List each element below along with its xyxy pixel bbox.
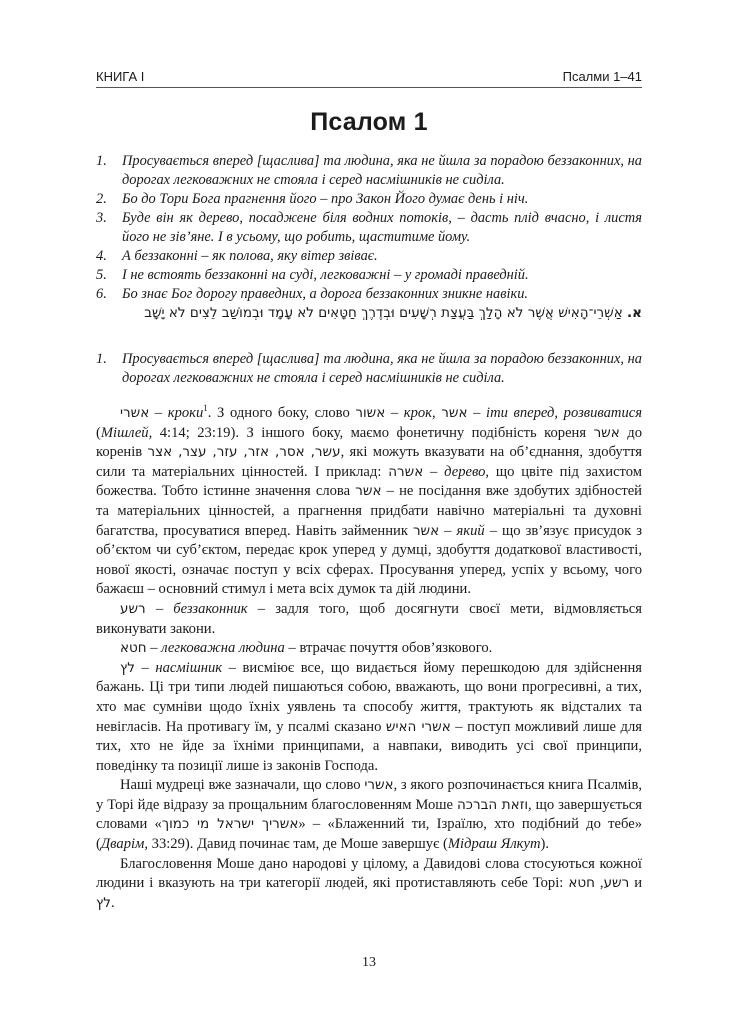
- text-run: –: [439, 522, 457, 539]
- commentary-paragraph: [96, 404, 642, 600]
- verse-item: [96, 190, 642, 209]
- hebrew-term: עשר, אסר, אזר, עזר, עצר, אצר: [147, 444, 341, 461]
- hebrew-term: אשר: [355, 483, 382, 500]
- hebrew-term: לץ: [96, 894, 111, 911]
- hebrew-term: אשרה: [388, 463, 424, 480]
- verse-text: І не встоять беззаконні на суді, легковажні – у громаді праведній.: [122, 267, 529, 283]
- hebrew-term: וזאת הברכה: [456, 796, 529, 813]
- verse-number: 1.: [96, 351, 107, 367]
- source-ref: Мішлей,: [100, 424, 153, 441]
- header-section-label: Псалми 1–41: [562, 69, 642, 84]
- source-ref: Мідраш Ялкут: [447, 836, 541, 853]
- verse-number: 3.: [96, 210, 107, 226]
- hebrew-term: אשר: [593, 424, 620, 441]
- verse-number: 2.: [96, 191, 107, 207]
- verse-text: Буде він як дерево, посаджене біля водних потоків, – дасть плід вчасно, і листя його не зів’яне. І в усьому, що робить, щаститиме йому.: [122, 210, 642, 245]
- term-translation: насмішник: [155, 659, 223, 676]
- text-run: – втрачає почуття обов’язкового.: [284, 640, 493, 657]
- text-run: – не посідання вже здобутих здібностей та матеріальних цінностей, а прагнення придбати навічно матеріальні та духовні багатства, просуватися вперед. Навіть займенник: [96, 483, 642, 539]
- hebrew-term: חטא: [568, 875, 595, 892]
- verse-text: А беззаконні – як полова, яку вітер звіває.: [122, 248, 378, 264]
- hebrew-verse-mark: א.: [627, 305, 642, 321]
- header-book-label: КНИГА I: [96, 69, 145, 84]
- verse-number: 4.: [96, 248, 107, 264]
- text-run: – задля того, щоб досягнути своєї мети, відмовляється виконувати закони.: [96, 600, 642, 637]
- text-run: – висміює все, що видається йому перешкодою для здійснення бажань. Ці три типи людей пишаються собою, вважають, що вони прогресивні, а тих, хто має сумніви щодо їхніх уявлень та способу життя, трактують як відсталих та невігласів. На противагу їм, у псалмі сказано: [96, 659, 642, 735]
- hebrew-term: לץ: [120, 659, 135, 676]
- hebrew-verse-text: אַשְׁרֵי־הָאִישׁ אֲשֶׁר לֹא הָלַךְ בַּעֲצַת רְשָׁעִים וּבְדֶרֶךְ חַטָּאִים לֹא עָמָד וּבְמוֹשַׁב לֵצִים לֹא יָשָׁב: [144, 305, 623, 321]
- verse-item: [96, 350, 642, 388]
- commentary-paragraph: [96, 659, 642, 777]
- hebrew-term: רשע: [120, 600, 146, 617]
- text-run: –: [146, 640, 162, 657]
- verse-number: 5.: [96, 267, 107, 283]
- verse-item: [96, 285, 642, 304]
- text-run: , що цвіте під захистом божества. Тобто істинне значення слова: [96, 463, 642, 500]
- text-run: ,: [594, 875, 604, 892]
- text-run: .: [110, 894, 115, 911]
- hebrew-term: אשריך ישראל מי כמוך: [161, 816, 299, 833]
- verse-text: Бо до Тори Бога прагнення його – про Закон Його думає день і ніч.: [122, 191, 529, 207]
- footnote-ref: 1: [203, 403, 208, 414]
- term-translation: кроки: [167, 405, 204, 421]
- hebrew-term: אשרי: [120, 405, 150, 421]
- source-ref: Дварім,: [100, 836, 149, 853]
- hebrew-term: חטא: [120, 640, 147, 657]
- text-run: до коренів: [96, 424, 642, 461]
- verse-text: Бо знає Бог дорогу праведних, а дорога беззаконних зникне навіки.: [122, 286, 529, 302]
- verse-translation: [96, 350, 642, 388]
- text-run: –: [149, 405, 168, 421]
- verse-list: [96, 152, 642, 304]
- text-run: 4:14; 23:19). З іншого боку, маємо фонетичну подібність кореня: [152, 424, 594, 441]
- text-run: ).: [540, 836, 550, 853]
- text-run: – що зв’язує присудок з об’єктом чи суб’єктом, передає крок уперед у думці, здобуття додаткової властивості, нової якості, означає поступ у всіх сферах. Просування уперед, успіх у всьому, чого бажаєш – основний стимул і мета всіх думок та дій людини.: [96, 522, 643, 598]
- verse-item: [96, 152, 642, 190]
- commentary-paragraph: [96, 600, 642, 639]
- text-run: , з якого розпочинається книга Псалмів, у Торі йде відразу за прощальним благословенням Моше: [96, 777, 643, 813]
- text-run: , які можуть вказувати на об’єднання, здобуття сили та матеріальних цінностей. І приклад:: [96, 444, 643, 480]
- page-title: Псалом 1: [310, 108, 428, 136]
- text-run: , що завершується словами «: [96, 796, 642, 833]
- hebrew-verse: [96, 303, 642, 323]
- text-run: ,: [432, 405, 442, 421]
- verse-number: 1.: [96, 153, 107, 169]
- text-run: (: [96, 424, 101, 441]
- term-translation: дерево: [444, 463, 486, 480]
- text-run: Благословення Моше дано народові у цілому, а Давидові слова стосуються кожної людини і вказують на три категорії людей, які протиставляють себе Торі:: [96, 855, 642, 892]
- text-run: . З одного боку, слово: [207, 405, 356, 421]
- hebrew-term: אשרי: [364, 777, 394, 794]
- verse-item: [96, 266, 642, 285]
- commentary: [96, 404, 642, 913]
- verse-text: Просувається вперед [щаслива] та людина, яка не йшла за порадою беззаконних, на дорогах легковажних не стояла і серед насмішників не сиділа.: [122, 153, 642, 188]
- hebrew-term: אשר: [412, 522, 440, 539]
- hebrew-term: רשע: [603, 875, 630, 892]
- term-translation: який: [456, 522, 485, 539]
- term-translation: крок: [403, 405, 433, 421]
- verse-item: [96, 209, 642, 247]
- term-translation: легковажна людина: [161, 640, 285, 657]
- text-run: и: [629, 875, 643, 892]
- verse-text: Просувається вперед [щаслива] та людина, яка не йшла за порадою беззаконних, на дорогах легковажних не стояла і серед насмішників не сиділа.: [122, 351, 642, 386]
- text-run: –: [145, 600, 174, 617]
- text-run: –: [423, 463, 445, 480]
- verse-number: 6.: [96, 286, 107, 302]
- text-run: –: [385, 405, 404, 421]
- commentary-paragraph: [96, 639, 642, 659]
- text-run: Наші мудреці вже зазначали, що слово: [120, 777, 365, 794]
- text-run: –: [134, 659, 156, 676]
- page-number: 13: [362, 955, 376, 970]
- text-run: 33:29). Давид починає там, де Моше завершує (: [148, 836, 448, 853]
- hebrew-term: אשר: [441, 405, 468, 421]
- term-translation: іти вперед, розвиватися: [486, 405, 643, 421]
- commentary-paragraph: [96, 776, 642, 854]
- text-run: » – «Блаженний ти, Ізраїлю, хто подібний до тебе» (: [96, 816, 643, 853]
- commentary-paragraph: [96, 855, 642, 914]
- hebrew-term: אשור: [355, 405, 386, 421]
- verse-item: [96, 247, 642, 266]
- text-run: – поступ можливий лише для тих, хто не йде за їхніми принципами, а навпаки, виводить усі свої принципи, поведінку та позиції лише із законів Господа.: [96, 718, 642, 774]
- term-translation: беззаконник: [173, 600, 248, 617]
- text-run: –: [467, 405, 487, 421]
- running-header: [96, 64, 642, 88]
- hebrew-term: אשרי האיש: [385, 718, 451, 735]
